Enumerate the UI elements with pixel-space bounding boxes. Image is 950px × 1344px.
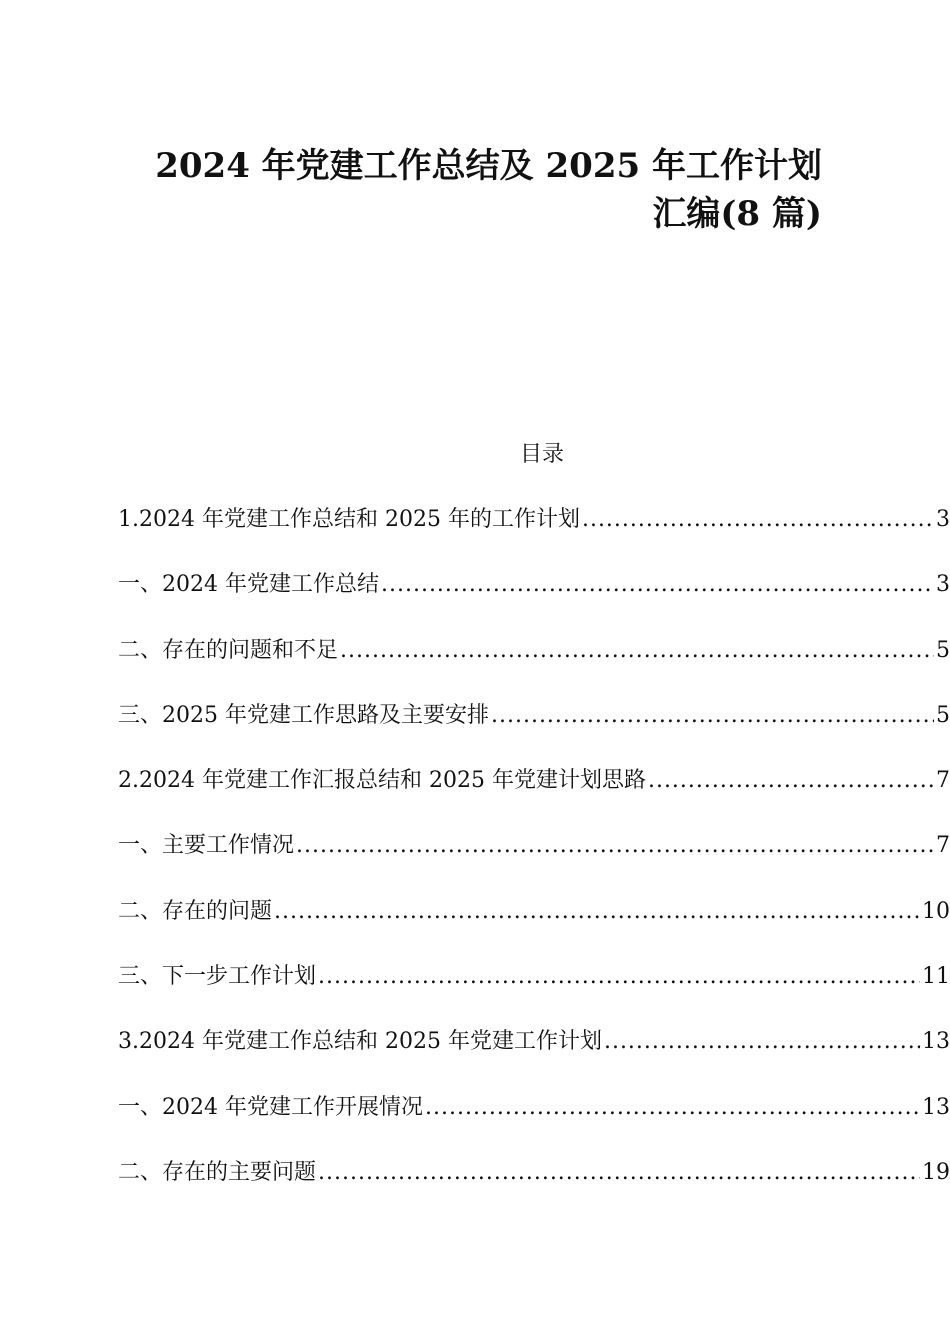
toc-page-number: 13 (922, 1029, 950, 1055)
toc-entry-text: 3.2024 年党建工作总结和 2025 年党建工作计划 (118, 1029, 602, 1055)
toc-entry-text: 2.2024 年党建工作汇报总结和 2025 年党建计划思路 (118, 768, 646, 794)
toc-dot-leader (318, 962, 920, 992)
toc-entry-text: 一、主要工作情况 (118, 833, 295, 859)
toc-entry[interactable] (118, 962, 950, 1027)
toc-dot-leader (425, 1093, 920, 1123)
toc-dot-leader (296, 831, 934, 861)
toc-dot-leader (340, 636, 934, 666)
toc-entry[interactable] (118, 505, 950, 570)
table-of-contents (118, 505, 950, 1223)
toc-dot-leader (491, 701, 934, 731)
toc-dot-leader (381, 570, 934, 600)
toc-page-number: 7 (936, 768, 950, 794)
toc-page-number: 5 (936, 702, 950, 728)
title-line-2: 汇编(8 篇) (652, 194, 822, 234)
toc-entry[interactable] (118, 897, 950, 962)
toc-entry-text: 一、2024 年党建工作总结 (118, 572, 379, 598)
toc-dot-leader (318, 1158, 920, 1188)
toc-page-number: 10 (922, 898, 950, 924)
toc-page-number: 7 (936, 833, 950, 859)
toc-page-number: 5 (936, 637, 950, 663)
toc-heading: 目录 (519, 442, 564, 467)
toc-entry-text: 一、2024 年党建工作开展情况 (118, 1094, 423, 1120)
document-title (120, 142, 822, 238)
toc-page-number: 13 (922, 1094, 950, 1120)
toc-entry[interactable] (118, 701, 950, 766)
toc-entry[interactable] (118, 1158, 950, 1223)
toc-page-number: 3 (936, 572, 950, 598)
toc-entry-text: 1.2024 年党建工作总结和 2025 年的工作计划 (118, 507, 580, 532)
toc-dot-leader (648, 766, 934, 796)
toc-entry[interactable] (118, 1093, 950, 1158)
toc-dot-leader (582, 505, 934, 535)
toc-entry-text: 二、存在的主要问题 (118, 1159, 317, 1185)
toc-entry-text: 三、2025 年党建工作思路及主要安排 (118, 702, 489, 728)
toc-page-number: 11 (922, 964, 950, 990)
toc-entry[interactable] (118, 570, 950, 635)
toc-entry-text: 二、存在的问题和不足 (118, 637, 339, 663)
toc-entry[interactable] (118, 831, 950, 896)
toc-entry-text: 三、下一步工作计划 (118, 964, 317, 990)
toc-entry[interactable] (118, 1027, 950, 1092)
toc-page-number: 3 (936, 507, 950, 532)
toc-entry[interactable] (118, 766, 950, 831)
toc-dot-leader (274, 897, 920, 927)
toc-entry[interactable] (118, 636, 950, 701)
toc-page-number: 19 (922, 1159, 950, 1185)
title-line-1: 2024 年党建工作总结及 2025 年工作计划 (155, 146, 822, 186)
toc-dot-leader (604, 1027, 920, 1057)
toc-entry-text: 二、存在的问题 (118, 898, 273, 924)
